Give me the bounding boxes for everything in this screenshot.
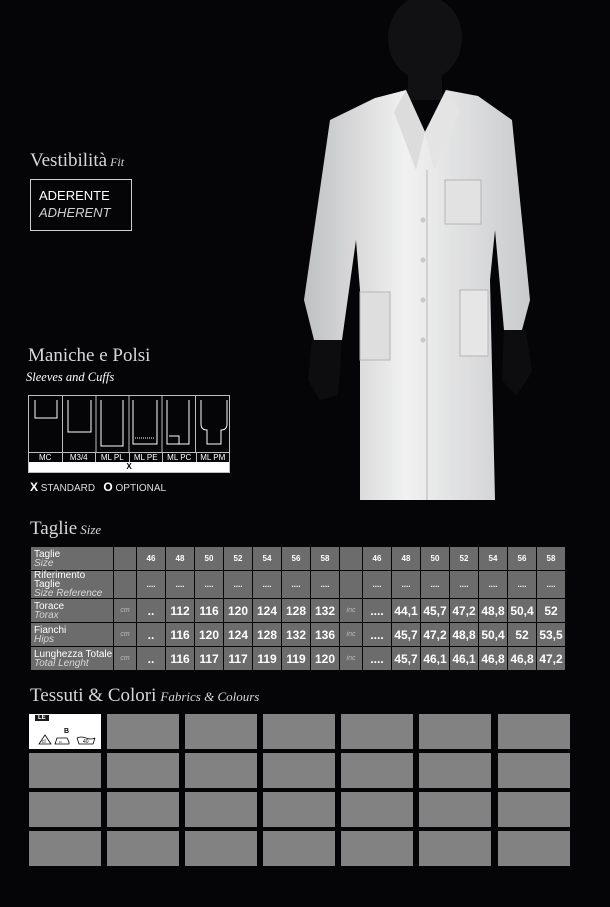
size-value-cell: 46,8 xyxy=(479,647,508,671)
size-value-cell: 52 xyxy=(508,623,537,647)
size-row-label-it: Lunghezza Totale xyxy=(34,648,113,660)
size-row xyxy=(31,647,566,671)
size-value-cell: 136 xyxy=(311,623,340,647)
size-value-cell: .... xyxy=(253,571,282,599)
size-value-cell: 119 xyxy=(282,647,311,671)
fabrics-heading xyxy=(30,685,259,707)
size-value-cell: 46,1 xyxy=(421,647,450,671)
size-value-cell: 45,7 xyxy=(392,647,421,671)
size-value-cell: 44,1 xyxy=(392,599,421,623)
legend-standard-mark: X xyxy=(30,480,39,494)
size-value-cell: .. xyxy=(137,599,166,623)
size-value-cell: 50 xyxy=(195,547,224,571)
size-value-cell: .... xyxy=(166,571,195,599)
size-value-cell: 46 xyxy=(137,547,166,571)
size-value-cell: .... xyxy=(537,571,566,599)
size-value-cell: 48 xyxy=(392,547,421,571)
fabric-swatch[interactable] xyxy=(419,714,491,749)
size-value-cell: 124 xyxy=(253,599,282,623)
fabric-swatch[interactable] xyxy=(498,714,570,749)
size-unit-cell: cm xyxy=(114,599,137,623)
fabric-swatch[interactable] xyxy=(29,831,101,866)
size-value-cell: .... xyxy=(392,571,421,599)
size-value-cell: .... xyxy=(363,571,392,599)
size-row-label xyxy=(31,571,114,599)
size-value-cell: .... xyxy=(195,571,224,599)
fabric-swatch[interactable] xyxy=(263,714,335,749)
sleeve-selected-mark: X xyxy=(29,462,229,472)
size-value-cell: .... xyxy=(479,571,508,599)
size-value-cell: .... xyxy=(363,623,392,647)
size-row-label-it: Fianchi xyxy=(34,624,67,636)
size-unit-cell xyxy=(114,547,137,571)
size-value-cell: 47,2 xyxy=(450,599,479,623)
fabric-swatch[interactable] xyxy=(263,831,335,866)
size-unit-cell xyxy=(340,571,363,599)
size-row-label-en: Size xyxy=(34,557,54,569)
size-value-cell: 45,7 xyxy=(421,599,450,623)
size-value-cell: 50,4 xyxy=(508,599,537,623)
legend-standard-label: STANDARD xyxy=(40,483,96,494)
sleeve-type-ml-pe: ML PE xyxy=(130,453,164,462)
size-value-cell: 117 xyxy=(224,647,253,671)
sleeve-type-mc: MC xyxy=(29,453,63,462)
care-letter: B xyxy=(64,728,70,735)
fabric-swatch[interactable] xyxy=(107,792,179,827)
size-value-cell: 132 xyxy=(282,623,311,647)
size-value-cell: 47,2 xyxy=(421,623,450,647)
size-unit-cell: cm xyxy=(114,623,137,647)
size-value-cell: 119 xyxy=(253,647,282,671)
size-value-cell: 116 xyxy=(166,647,195,671)
size-row-label-it: Taglie xyxy=(34,548,61,560)
size-value-cell: 128 xyxy=(253,623,282,647)
size-value-cell: 54 xyxy=(253,547,282,571)
size-row-label-en: Total Lenght xyxy=(34,657,89,669)
fabric-swatch[interactable] xyxy=(185,714,257,749)
legend-optional-label: OPTIONAL xyxy=(115,483,167,494)
size-title-en: Size xyxy=(80,522,102,537)
fabric-swatch-white[interactable] xyxy=(29,714,101,749)
size-value-cell: 56 xyxy=(508,547,537,571)
size-unit-cell xyxy=(340,547,363,571)
fabric-swatch[interactable] xyxy=(498,792,570,827)
size-row xyxy=(31,599,566,623)
model-lab-coat-image xyxy=(290,0,550,505)
size-value-cell: 132 xyxy=(311,599,340,623)
fabric-swatch[interactable] xyxy=(341,753,413,788)
fit-value-en: ADHERENT xyxy=(39,205,111,220)
size-value-cell: 46,1 xyxy=(450,647,479,671)
size-value-cell: 50,4 xyxy=(479,623,508,647)
sleeve-type-ml-pl: ML PL xyxy=(96,453,130,462)
fit-value: ADERENTE xyxy=(39,188,110,203)
size-value-cell: 58 xyxy=(537,547,566,571)
fabric-swatch[interactable] xyxy=(498,831,570,866)
size-value-cell: .... xyxy=(450,571,479,599)
size-value-cell: 117 xyxy=(195,647,224,671)
fabric-swatch[interactable] xyxy=(107,831,179,866)
size-unit-cell xyxy=(114,571,137,599)
size-value-cell: .... xyxy=(137,571,166,599)
size-value-cell: 116 xyxy=(195,599,224,623)
fabric-swatch[interactable] xyxy=(185,753,257,788)
sleeve-shapes-icon xyxy=(29,396,229,452)
sleeves-legend xyxy=(30,480,166,494)
fabric-swatch[interactable] xyxy=(341,714,413,749)
fabrics-title: Tessuti & Colori xyxy=(30,685,157,706)
size-value-cell: 116 xyxy=(166,623,195,647)
size-row-label-it: Riferimento Taglie xyxy=(34,570,86,590)
fabric-swatch[interactable] xyxy=(107,714,179,749)
size-value-cell: 48,8 xyxy=(479,599,508,623)
size-value-cell: .... xyxy=(421,571,450,599)
size-value-cell: .... xyxy=(363,647,392,671)
size-value-cell: .... xyxy=(282,571,311,599)
size-unit-cell: cm xyxy=(114,647,137,671)
size-row-label xyxy=(31,547,114,571)
size-value-cell: 50 xyxy=(421,547,450,571)
size-row xyxy=(31,547,566,571)
size-heading xyxy=(30,518,101,540)
size-row-label xyxy=(31,647,114,671)
size-value-cell: 46,8 xyxy=(508,647,537,671)
size-value-cell: 124 xyxy=(224,623,253,647)
size-value-cell: 52 xyxy=(224,547,253,571)
size-row-label xyxy=(31,599,114,623)
legend-optional-mark: O xyxy=(103,480,113,494)
size-value-cell: 52 xyxy=(450,547,479,571)
fabric-swatch[interactable] xyxy=(341,831,413,866)
sleeve-type-ml-pm: ML PM xyxy=(200,453,226,462)
size-value-cell: 52 xyxy=(537,599,566,623)
size-value-cell: .... xyxy=(363,599,392,623)
fabric-swatch[interactable] xyxy=(29,753,101,788)
size-value-cell: 56 xyxy=(282,547,311,571)
size-row-label-it: Torace xyxy=(34,600,65,612)
size-row xyxy=(31,571,566,599)
svg-text:••: •• xyxy=(59,739,62,744)
fabric-swatch[interactable] xyxy=(185,792,257,827)
size-value-cell: 45,7 xyxy=(392,623,421,647)
size-value-cell: 128 xyxy=(282,599,311,623)
fabric-swatch[interactable] xyxy=(29,792,101,827)
size-table xyxy=(30,546,566,671)
sleeve-type-ml-pc: ML PC xyxy=(163,453,197,462)
fabric-swatch[interactable] xyxy=(419,753,491,788)
size-value-cell: 54 xyxy=(479,547,508,571)
size-value-cell: 48 xyxy=(166,547,195,571)
size-row xyxy=(31,623,566,647)
sleeves-heading: Maniche e Polsi xyxy=(28,345,151,366)
sleeves-heading-en: Sleeves and Cuffs xyxy=(26,370,115,384)
sleeve-type-labels xyxy=(29,452,229,462)
fabrics-title-en: Fabrics & Colours xyxy=(160,689,260,704)
fabric-swatch[interactable] xyxy=(419,792,491,827)
size-value-cell: .. xyxy=(137,647,166,671)
size-value-cell: .... xyxy=(311,571,340,599)
size-row-label xyxy=(31,623,114,647)
size-value-cell: 120 xyxy=(224,599,253,623)
size-value-cell: .. xyxy=(137,623,166,647)
size-value-cell: 112 xyxy=(166,599,195,623)
fabric-swatch[interactable] xyxy=(263,792,335,827)
size-value-cell: 120 xyxy=(195,623,224,647)
size-value-cell: 53,5 xyxy=(537,623,566,647)
fabric-swatch[interactable] xyxy=(263,753,335,788)
size-value-cell: 47,2 xyxy=(537,647,566,671)
fabric-tag: LE xyxy=(35,715,49,721)
size-unit-cell: inc xyxy=(340,623,363,647)
fabric-swatch[interactable] xyxy=(107,753,179,788)
size-row-label-en: Torax xyxy=(34,609,59,621)
size-unit-cell: inc xyxy=(340,599,363,623)
sleeves-diagram xyxy=(28,395,230,473)
size-row-label-en: Size Reference xyxy=(34,588,103,599)
size-value-cell: 58 xyxy=(311,547,340,571)
svg-text:40: 40 xyxy=(83,739,89,745)
fabric-swatch[interactable] xyxy=(498,753,570,788)
size-row-label-en: Hips xyxy=(34,633,55,645)
size-value-cell: 48,8 xyxy=(450,623,479,647)
svg-text:cl: cl xyxy=(42,739,46,745)
care-symbols-icon xyxy=(29,714,101,749)
size-value-cell: .... xyxy=(224,571,253,599)
size-value-cell: 46 xyxy=(363,547,392,571)
fit-value-box xyxy=(30,179,132,231)
sleeve-type-m34: M3/4 xyxy=(63,453,97,462)
fit-heading xyxy=(30,150,124,172)
size-title: Taglie xyxy=(30,518,78,539)
size-value-cell: 120 xyxy=(311,647,340,671)
fit-title: Vestibilità xyxy=(30,150,108,171)
size-unit-cell: inc xyxy=(340,647,363,671)
fabric-swatch[interactable] xyxy=(341,792,413,827)
size-value-cell: .... xyxy=(508,571,537,599)
fabric-swatch[interactable] xyxy=(419,831,491,866)
fabric-swatch[interactable] xyxy=(185,831,257,866)
fit-title-en: Fit xyxy=(110,155,125,169)
